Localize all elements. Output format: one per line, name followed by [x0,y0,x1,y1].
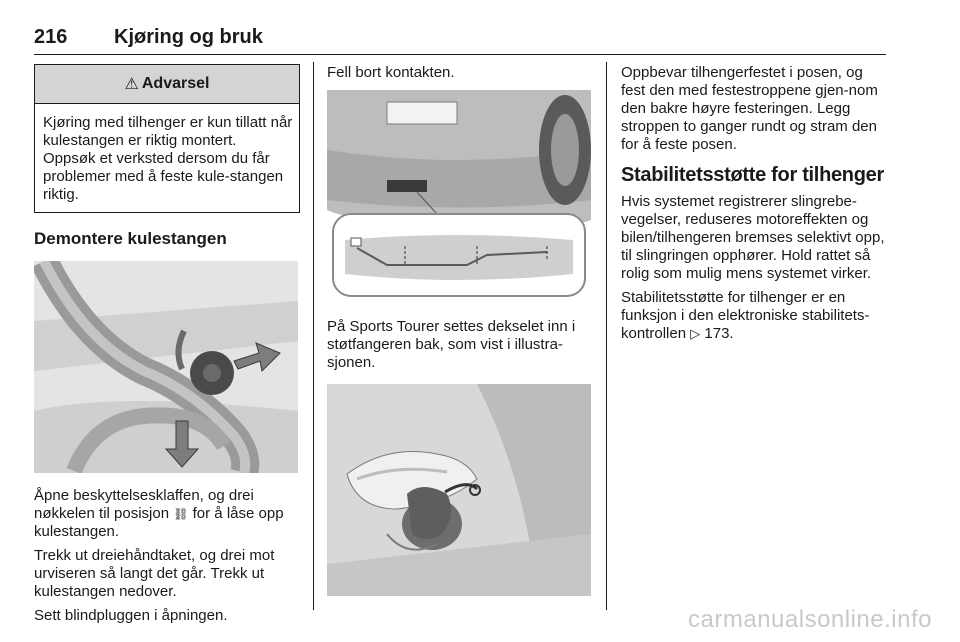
page-title: Kjøring og bruk [114,26,263,48]
column-1 [34,64,300,631]
tow-bar-illustration [34,261,298,473]
instruction-paragraph: Trekk ut dreiehåndtaket, og drei mot urviseren så langt det går. Trekk ut kulestangen nedover. [34,547,275,600]
figure-bumper-cover [327,90,591,302]
column-2 [327,64,591,596]
instruction-paragraph: På Sports Tourer settes dekselet inn i støtfangeren bak, som vist i illustra-sjonen. [327,318,576,371]
figure-tow-bar-removal [34,261,298,473]
instruction-paragraph: Hvis systemet registrerer slingrebe-vegelser, reduseres motoreffekten og bilen/tilhengeren bremses selektivt opp, til slingringen opphører. Hold rattet så rolig som mulig mens systemet virker. [621,193,885,282]
instruction-paragraph: Stabilitetsstøtte for tilhenger er en funksjon i den elektroniske stabilitets-kontrollen ▷ 173. [621,289,870,342]
storage-bag-illustration [327,384,591,596]
instruction-paragraph: Oppbevar tilhengerfestet i posen, og fest den med festestroppene gjen-nom den bakre høyre festeringen. Legg stroppen to ganger rundt og stram den for å feste posen. [621,64,878,153]
column-divider [606,62,607,610]
section-heading: Demontere kulestangen [34,229,227,248]
warning-title: Advarsel [141,75,210,92]
column-3 [621,64,887,349]
page-reference-icon: ▷ [690,326,701,341]
bumper-illustration [327,90,591,302]
page-reference[interactable]: 173 [704,325,730,342]
warning-triangle-icon: ⚠ [124,76,139,93]
instruction-paragraph: Sett blindpluggen i åpningen. [34,607,228,624]
page-number: 216 [34,26,68,48]
page-header [34,24,886,55]
warning-header [35,65,299,104]
figure-storage-bag [327,384,591,596]
instruction-paragraph: Fell bort kontakten. [327,64,455,81]
section-heading: Stabilitetsstøtte for tilhenger [621,164,884,186]
unlock-icon: ⛓ [173,507,189,521]
column-divider [313,62,314,610]
warning-box [34,64,300,213]
instruction-paragraph: Åpne beskyttelsesklaffen, og drei nøkkelen til posisjon ⛓ for å låse opp kulestangen. [34,487,284,540]
warning-text: Kjøring med tilhenger er kun tillatt når kulestangen er riktig montert. Oppsøk et verksted dersom du får problemer med å feste kule-stangen riktig. [43,114,293,203]
watermark: carmanualsonline.info [688,606,932,633]
